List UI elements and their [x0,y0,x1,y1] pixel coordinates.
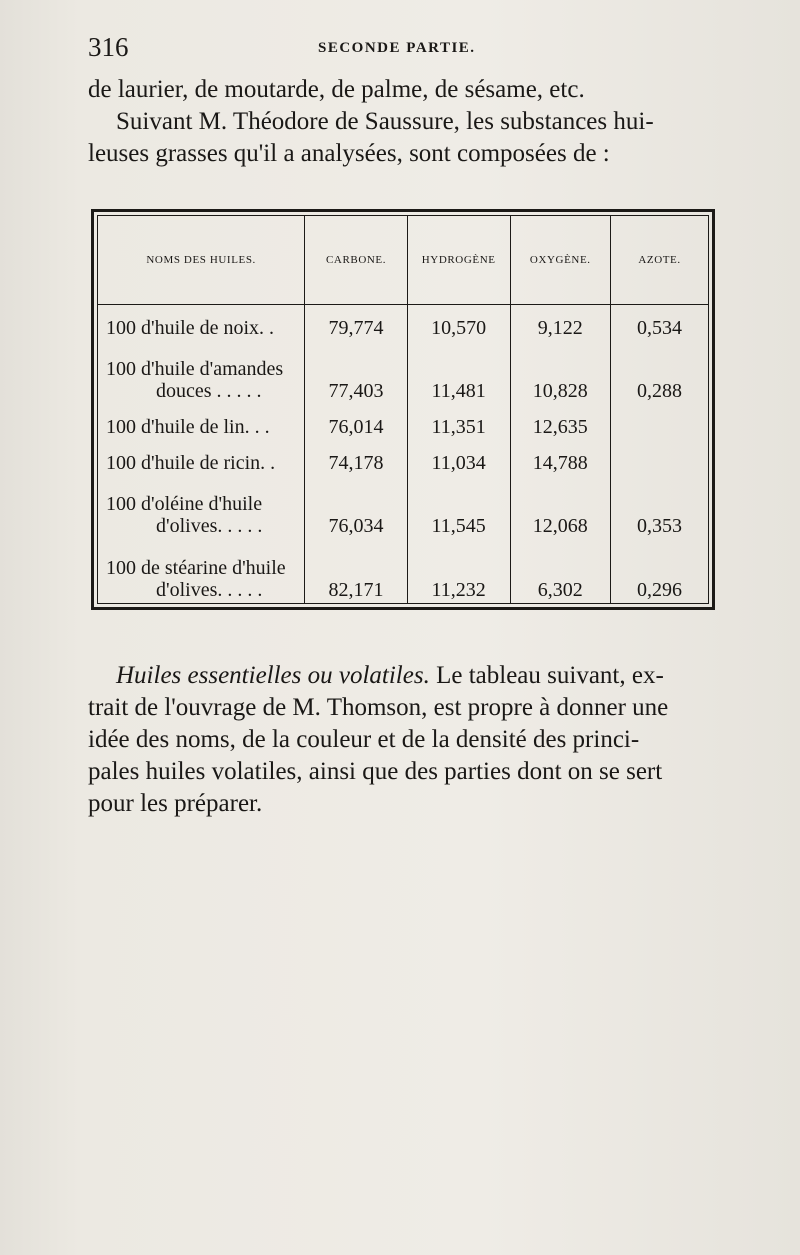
header-azote: AZOTE. [611,216,708,305]
header-hydrogene: HYDROGÈNE [407,216,510,305]
oil-name-cell [98,539,305,603]
carbone-cell: 76,014 [305,404,408,440]
oil-name: 100 de stéarine d'huile [106,557,286,579]
hydrogene-cell: 11,545 [407,476,510,540]
oil-name-cell [98,476,305,540]
hydrogene-cell: 10,570 [407,305,510,341]
table-header-row [98,216,708,305]
azote-cell [611,404,708,440]
header-oxygene: OXYGÈNE. [510,216,611,305]
carbone-cell: 74,178 [305,440,408,476]
oil-name-cell [98,404,305,440]
oil-name-cell [98,305,305,341]
essential-line-5: pour les préparer. [88,790,263,817]
hydrogene-cell: 11,034 [407,440,510,476]
azote-cell: 0,353 [611,476,708,540]
composition-table-frame [91,209,715,610]
carbone-cell: 82,171 [305,539,408,603]
table-row [98,341,708,405]
oil-name-cell [98,341,305,405]
intro-paragraph [88,74,720,170]
composition-table [98,216,708,603]
header-carbone: CARBONE. [305,216,408,305]
oxygene-cell: 12,635 [510,404,611,440]
hydrogene-cell: 11,232 [407,539,510,603]
essential-line-2: trait de l'ouvrage de M. Thomson, est propre à donner une [88,694,669,721]
oxygene-cell: 12,068 [510,476,611,540]
oil-name-continued: douces . . . . . [156,380,262,403]
page-number: 316 [88,32,129,62]
essential-oils-paragraph [88,660,720,820]
oil-name-continued: d'olives. . . . . [156,515,263,538]
essential-line-4: pales huiles volatiles, ainsi que des parties dont on se sert [88,758,663,785]
composition-table-border [97,215,709,604]
table-row [98,539,708,603]
oil-name: 100 d'huile de lin. . . [106,416,270,439]
azote-cell [611,440,708,476]
table-row [98,440,708,476]
oil-name: 100 d'huile de noix. . [106,316,275,339]
hydrogene-cell: 11,351 [407,404,510,440]
azote-cell: 0,288 [611,341,708,405]
carbone-cell: 77,403 [305,341,408,405]
carbone-cell: 76,034 [305,476,408,540]
hydrogene-cell: 11,481 [407,341,510,405]
oil-name: 100 d'huile de ricin. . [106,451,276,474]
table-row [98,404,708,440]
azote-cell: 0,534 [611,305,708,341]
oil-name-cell [98,440,305,476]
table-row [98,476,708,540]
section-heading: Huiles essentielles ou volatiles. [116,662,430,689]
essential-line-3: idée des noms, de la couleur et de la densité des princi- [88,726,640,753]
intro-line-2: Suivant M. Théodore de Saussure, les substances hui- [116,108,654,135]
azote-cell: 0,296 [611,539,708,603]
table-row [98,305,708,341]
intro-line-1: de laurier, de moutarde, de palme, de sésame, etc. [88,76,585,103]
essential-line-1 [88,660,720,692]
essential-line-1-text: Le tableau suivant, ex- [436,662,664,689]
oxygene-cell: 10,828 [510,341,611,405]
oil-name: 100 d'huile d'amandes [106,358,284,381]
carbone-cell: 79,774 [305,305,408,341]
page-header [88,32,728,62]
oxygene-cell: 14,788 [510,440,611,476]
oxygene-cell: 9,122 [510,305,611,341]
running-head: SECONDE PARTIE. [318,40,476,56]
oil-name: 100 d'oléine d'huile [106,493,263,516]
intro-line-3: leuses grasses qu'il a analysées, sont composées de : [88,140,610,167]
header-noms: NOMS DES HUILES. [98,216,305,305]
oil-name-continued: d'olives. . . . . [156,579,263,601]
oxygene-cell: 6,302 [510,539,611,603]
